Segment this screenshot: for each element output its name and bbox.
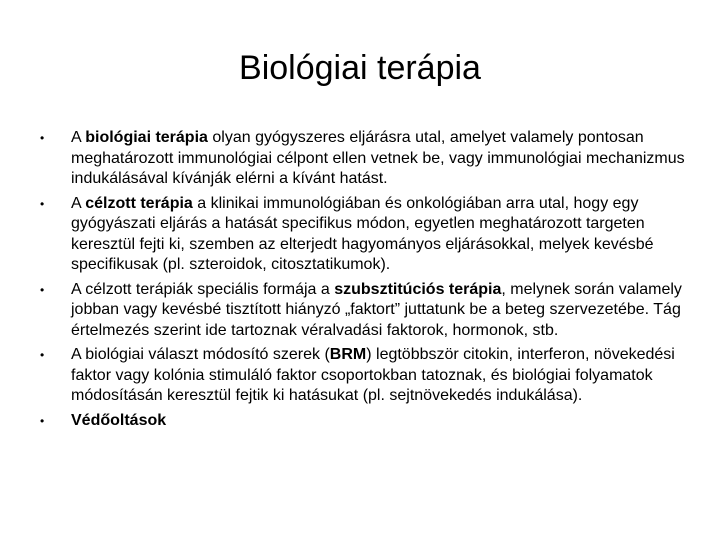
- bold-term: BRM: [329, 346, 367, 363]
- bullet-list: [40, 128, 690, 431]
- bullet-text: [71, 346, 675, 404]
- bullet-marker: •: [40, 131, 45, 145]
- bullet-item: [40, 411, 690, 432]
- bullet-item: [40, 345, 690, 407]
- bullet-text: [71, 412, 166, 429]
- bullet-text: [71, 281, 682, 339]
- bullet-item: [40, 194, 690, 276]
- text-segment: A biológiai választ módosító szerek (: [71, 346, 330, 363]
- text-segment: A: [71, 194, 86, 212]
- text-segment: ) legtöbbször citokin, interferon, növekedési faktor vagy kolónia stimuláló faktor csoportokban tatoznak, és biológiai folyamatok módosításán keresztül fejtik ki hatásukat (pl. sejtnövekedés indukálása).: [71, 346, 675, 404]
- slide-title: Biológiai terápia: [239, 49, 481, 87]
- text-segment: A célzott terápiák speciális formája a: [71, 280, 335, 298]
- bullet-item: [40, 280, 690, 342]
- bullet-marker: •: [40, 196, 45, 211]
- bullet-item: [40, 128, 690, 190]
- text-segment: a klinikai immunológiában és onkológiában arra utal, hogy egy gyógyászati eljárás a hatását specifikus módon, egyetlen meghatározott targeten keresztül fejti ki, szemben az elterjedt hagyományos eljárásokkal, melyek kevésbé specifikusak (pl. szteroidok, citosztatikumok).: [71, 194, 654, 273]
- bold-term: Védőoltások: [71, 411, 167, 429]
- text-segment: , melynek során valamely jobban vagy kevésbé tisztított hiányzó „faktort” juttatunk be a beteg szervezetébe. Tág értelmezés szerint ide tartoznak véralvadási faktorok, hormonok, stb.: [71, 280, 682, 339]
- bullet-text: [71, 129, 685, 187]
- bullet-marker: •: [40, 282, 45, 297]
- bold-term: biológiai terápia: [85, 129, 208, 146]
- bullet-marker: •: [40, 413, 45, 428]
- bold-term: szubsztitúciós terápia: [334, 280, 502, 298]
- text-segment: olyan gyógyszeres eljárásra utal, amelyet valamely pontosan meghatározott immunológiai célpont ellen vetnek be, vagy immunológiai mechanizmus indukálásával kívánják elérni a kívánt hatást.: [71, 129, 685, 187]
- text-segment: A: [71, 129, 86, 146]
- bullet-marker: •: [40, 348, 45, 362]
- bold-term: célzott terápia: [85, 194, 193, 212]
- bullet-text: [71, 195, 654, 274]
